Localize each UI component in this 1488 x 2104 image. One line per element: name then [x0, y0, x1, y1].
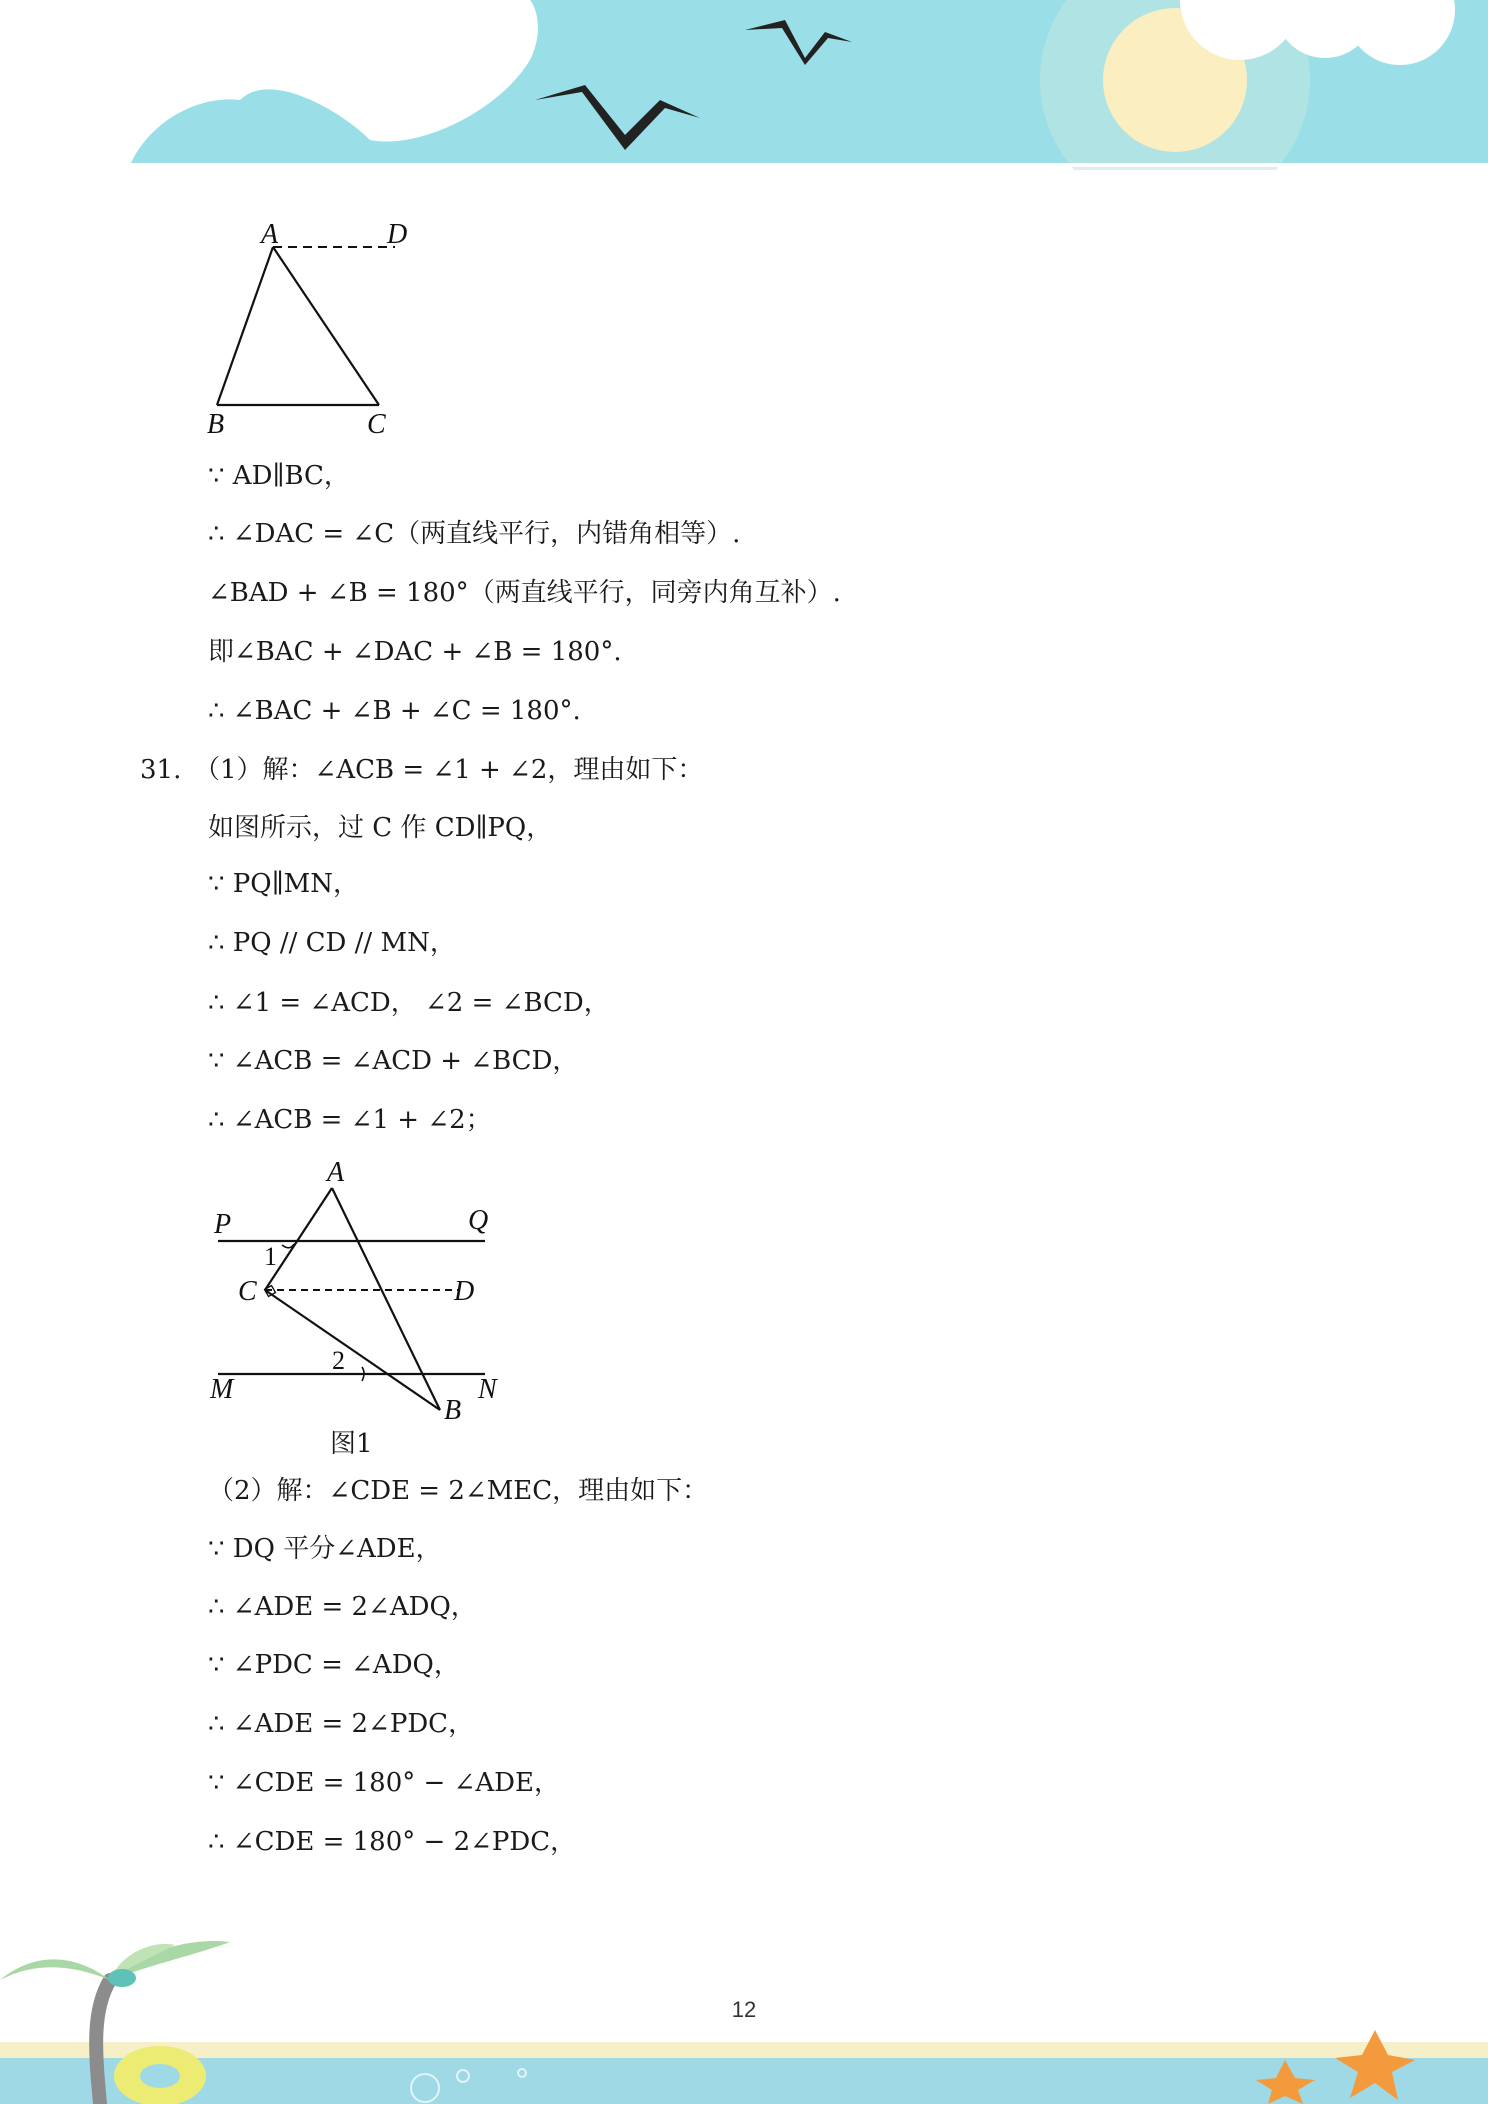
triangle-abc-figure: [195, 215, 425, 445]
proof-line: ∴ ∠DAC = ∠C（两直线平行，内错角相等）.: [208, 519, 741, 549]
label-c: C: [238, 1276, 257, 1307]
proof-line: ∴ ∠ADE = 2∠ADQ，: [208, 1592, 477, 1622]
proof-line: ∴ ∠CDE = 180° − 2∠PDC，: [208, 1827, 577, 1857]
label-b: B: [207, 409, 225, 440]
page-number: 12: [731, 1997, 757, 2022]
label-n: N: [478, 1374, 497, 1405]
label-angle-1: 1: [264, 1242, 277, 1271]
part2-heading: （2）解：∠CDE = 2∠MEC，理由如下：: [208, 1476, 709, 1506]
header-sky-banner: [0, 0, 1488, 170]
proof-line: ∴ ∠ADE = 2∠PDC，: [208, 1709, 475, 1739]
proof-line: ∵ ∠ACB = ∠ACD + ∠BCD，: [208, 1046, 579, 1076]
proof-line: ∴ ∠ACB = ∠1 + ∠2；: [208, 1105, 492, 1135]
proof-line: ∵ ∠PDC = ∠ADQ，: [208, 1650, 460, 1680]
figure-caption: 图1: [330, 1429, 373, 1459]
label-a: A: [261, 219, 279, 250]
label-p: P: [214, 1209, 232, 1240]
proof-line: 即∠BAC + ∠DAC + ∠B = 180°.: [208, 637, 622, 667]
label-d: D: [454, 1276, 475, 1307]
proof-line: ∴ ∠1 = ∠ACD， ∠2 = ∠BCD，: [208, 988, 610, 1018]
label-a: A: [327, 1157, 345, 1188]
proof-line: ∵ DQ 平分∠ADE，: [208, 1534, 442, 1564]
label-d: D: [387, 219, 408, 250]
figure-1-parallel-lines: [200, 1145, 520, 1435]
proof-line: 如图所示，过 C 作 CD∥PQ，: [208, 813, 553, 843]
label-m: M: [210, 1374, 234, 1405]
proof-line: ∠BAD + ∠B = 180°（两直线平行，同旁内角互补）.: [208, 578, 841, 608]
proof-line: ∴ ∠BAC + ∠B + ∠C = 180°.: [208, 696, 581, 726]
proof-line: ∵ AD∥BC，: [208, 461, 350, 491]
part1-heading: （1）解：∠ACB = ∠1 + ∠2，理由如下：: [194, 755, 704, 785]
label-angle-2: 2: [332, 1346, 345, 1375]
label-q: Q: [468, 1205, 489, 1236]
label-b: B: [444, 1395, 462, 1426]
proof-line: ∵ PQ∥MN，: [208, 869, 359, 899]
proof-line: ∵ ∠CDE = 180° − ∠ADE，: [208, 1768, 560, 1798]
label-c: C: [367, 409, 386, 440]
proof-line: ∴ PQ // CD // MN，: [208, 928, 456, 958]
question-number: 31.: [140, 755, 182, 785]
